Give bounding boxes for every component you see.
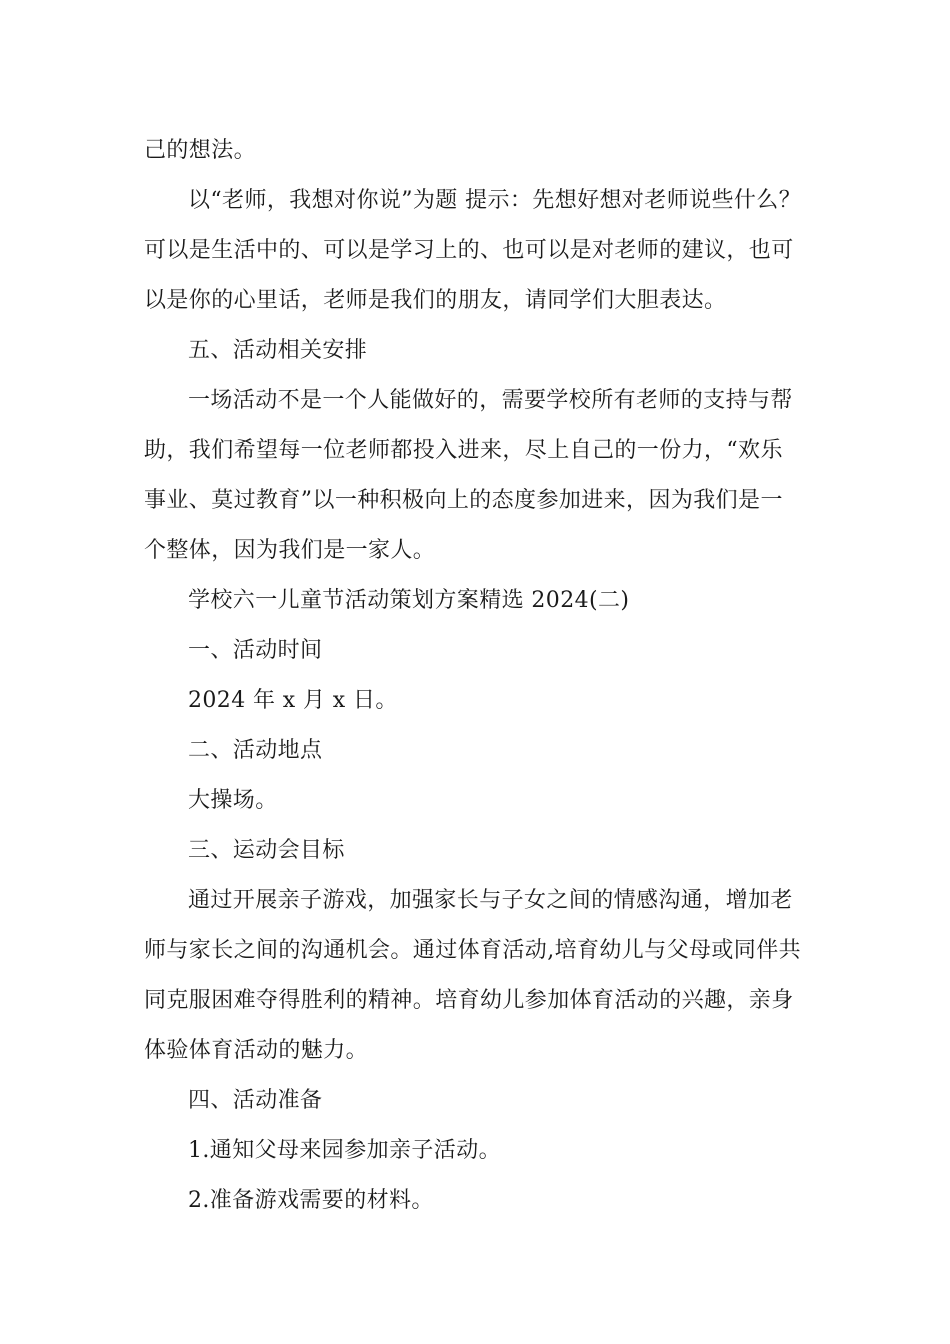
text-line: 个整体，因为我们是一家人。 [144,538,436,563]
text-line: 以“老师，我想对你说”为题 提示：先想好想对老师说些什么？ [188,188,802,213]
section-heading: 五、活动相关安排 [188,338,368,363]
text-line: 可以是生活中的、可以是学习上的、也可以是对老师的建议，也可 [144,238,794,263]
section-heading: 二、活动地点 [188,738,323,763]
text-line: 助，我们希望每一位老师都投入进来，尽上自己的一份力，“欢乐 [144,438,783,463]
text-line: 大操场。 [188,788,278,813]
text-line: 2024 年 x 月 x 日。 [188,688,398,713]
text-line: 同克服困难夺得胜利的精神。培育幼儿参加体育活动的兴趣，亲身 [144,988,794,1013]
section-heading: 三、运动会目标 [188,838,345,863]
text-line: 通过开展亲子游戏，加强家长与子女之间的情感沟通，增加老 [188,888,793,913]
document-subtitle: 学校六一儿童节活动策划方案精选 2024(二) [188,588,630,613]
text-line: 以是你的心里话，老师是我们的朋友，请同学们大胆表达。 [144,288,727,313]
section-heading: 四、活动准备 [188,1088,323,1113]
section-heading: 一、活动时间 [188,638,323,663]
text-line: 体验体育活动的魅力。 [144,1038,369,1063]
text-line: 事业、莫过教育”以一种积极向上的态度参加进来，因为我们是一 [144,488,783,513]
text-line: 师与家长之间的沟通机会。通过体育活动,培育幼儿与父母或同伴共 [144,938,801,963]
list-item: 2.准备游戏需要的材料。 [188,1188,434,1213]
list-item: 1.通知父母来园参加亲子活动。 [188,1138,501,1163]
text-line: 一场活动不是一个人能做好的，需要学校所有老师的支持与帮 [188,388,793,413]
text-line: 己的想法。 [144,138,257,163]
